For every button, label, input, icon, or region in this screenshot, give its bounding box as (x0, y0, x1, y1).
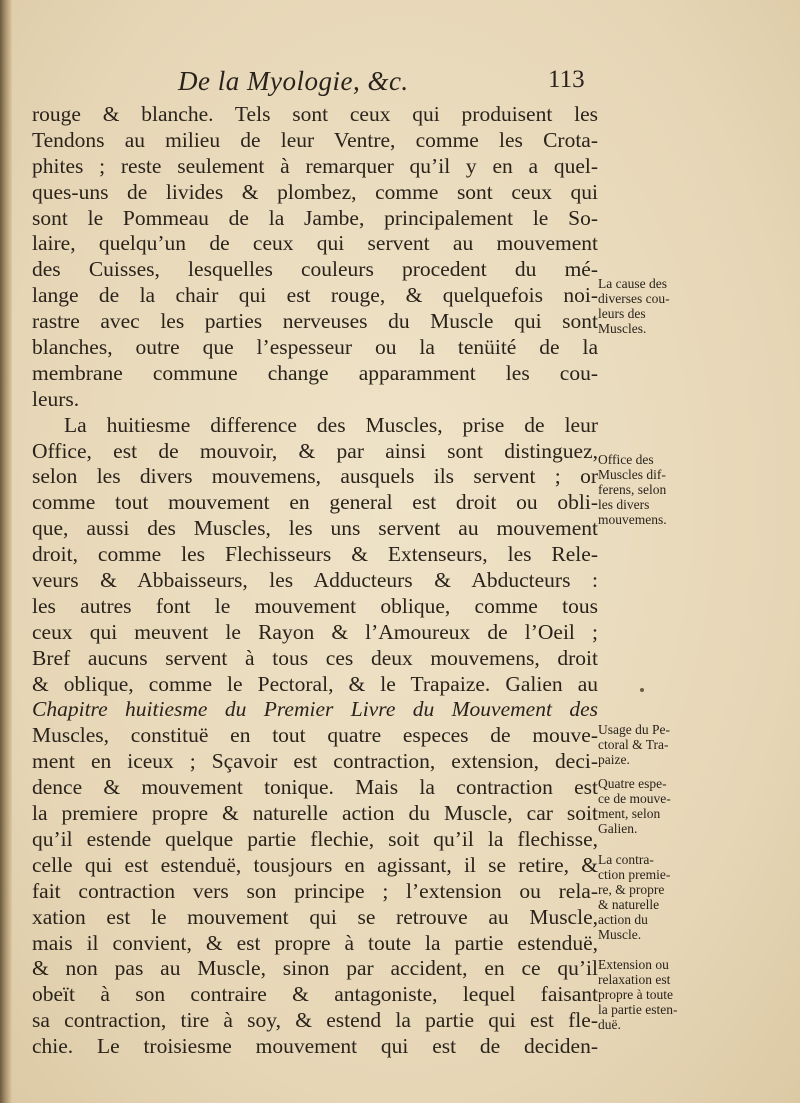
text-line: ceux qui meuvent le Rayon & l’Amoureux de l’Oeil ; (32, 619, 598, 644)
margin-note-line: duë. (598, 1017, 621, 1032)
margin-note-line: diverses cou- (598, 291, 670, 306)
margin-note-line: Muscles. (598, 321, 647, 336)
text-line: comme tout mouvement en general est droit ou obli- (32, 490, 598, 515)
text-line: rastre avec les parties nerveuses du Muscle qui sont (32, 309, 598, 334)
margin-note-line: & naturelle (598, 897, 660, 912)
margin-note-line: ctoral & Tra- (598, 737, 669, 752)
text-line: laire, quelqu’un de ceux qui servent au mouvement (32, 231, 598, 256)
text-line: qu’il estende quelque partie flechie, soit qu’il la flechisse, (32, 826, 598, 851)
text-line: ques-uns de livides & plombez, comme sont ceux qui (32, 179, 598, 204)
margin-note-line: la partie esten- (598, 1002, 678, 1017)
paragraph-start-line: La huitiesme difference des Muscles, prise de leur (64, 412, 598, 437)
italic-citation-line: Chapitre huitiesme du Premier Livre du Mouvement des (32, 697, 598, 722)
text-line: des Cuisses, lesquelles couleurs procedent du mé- (32, 257, 598, 282)
margin-note (598, 957, 708, 1032)
margin-note-line: Muscle. (598, 927, 642, 942)
text-line: veurs & Abbaisseurs, les Adducteurs & Abducteurs : (32, 568, 598, 593)
margin-note (598, 852, 708, 942)
margin-note-line: ferens, selon (598, 482, 667, 497)
text-line: dence & mouvement tonique. Mais la contraction est (32, 775, 598, 800)
margin-note-line: Muscles dif- (598, 467, 666, 482)
margin-note-line: ction premie- (598, 867, 671, 882)
margin-note (598, 722, 708, 767)
text-line: Tendons au milieu de leur Ventre, comme les Crota- (32, 127, 598, 152)
text-line: ment en iceux ; Sçavoir est contraction, extension, deci- (32, 749, 598, 774)
margin-note-line: La cause des (598, 276, 667, 291)
main-text-block (32, 102, 598, 1060)
text-line: Office, est de mouvoir, & par ainsi sont distinguez, (32, 438, 598, 463)
binding-gutter (0, 0, 12, 1103)
text-line: leurs. (32, 386, 80, 411)
text-line: mais il convient, & est propre à toute la partie estenduë, (32, 930, 598, 955)
text-line: sa contraction, tire à soy, & estend la partie qui est fle- (32, 1008, 598, 1033)
text-line: chie. Le troisiesme mouvement qui est de deciden- (32, 1034, 598, 1059)
page-number: 113 (548, 66, 585, 93)
margin-note-line: paize. (598, 752, 630, 767)
text-line: fait contraction vers son principe ; l’extension ou rela- (32, 878, 598, 903)
margin-note-line: Usage du Pe- (598, 722, 670, 737)
text-line: sont le Pommeau de la Jambe, principalement le So- (32, 205, 598, 230)
margin-note-line: action du (598, 912, 648, 927)
text-line: que, aussi des Muscles, les uns servent au mouvement (32, 516, 598, 541)
margin-note-line: les divers (598, 497, 650, 512)
running-title: De la Myologie, &c. (178, 66, 409, 96)
text-line: les autres font le mouvement oblique, comme tous (32, 593, 598, 618)
margin-note-line: mouvemens. (598, 512, 667, 527)
margin-notes-column (598, 0, 798, 1103)
text-line: droit, comme les Flechisseurs & Extenseurs, les Rele- (32, 542, 598, 567)
margin-note-line: La contra- (598, 852, 654, 867)
text-line: membrane commune change apparamment les cou- (32, 360, 598, 385)
text-line: lange de la chair qui est rouge, & quelquefois noi- (32, 283, 598, 308)
text-line: phites ; reste seulement à remarquer qu’il y en a quel- (32, 153, 598, 178)
text-line: blanches, outre que l’espesseur ou la tenüité de la (32, 335, 598, 360)
margin-note (598, 452, 708, 527)
margin-note-line: Quatre espe- (598, 776, 667, 791)
text-line: Muscles, constituë en tout quatre especes de mouve- (32, 723, 598, 748)
margin-note-line: Galien. (598, 821, 638, 836)
margin-note (598, 776, 708, 836)
text-line: obeït à son contraire & antagoniste, lequel faisant (32, 982, 598, 1007)
text-line: selon les divers mouvemens, ausquels ils servent ; or (32, 464, 598, 489)
margin-note-line: ment, selon (598, 806, 661, 821)
margin-note-line: propre à toute (598, 987, 673, 1002)
text-line: xation est le mouvement qui se retrouve au Muscle, (32, 904, 598, 929)
margin-note-line: Extension ou (598, 957, 669, 972)
text-line: la premiere propre & naturelle action du Muscle, car soit (32, 801, 598, 826)
margin-note (598, 276, 708, 336)
text-line: celle qui est estenduë, tousjours en agissant, il se retire, & (32, 852, 598, 877)
margin-note-line: ce de mouve- (598, 791, 671, 806)
margin-note-line: leurs des (598, 306, 646, 321)
text-line: rouge & blanche. Tels sont ceux qui produisent les (32, 102, 598, 126)
text-line: & non pas au Muscle, sinon par accident, en ce qu’il (32, 956, 598, 981)
ink-speck (640, 688, 644, 692)
margin-note-line: relaxation est (598, 972, 671, 987)
text-line: & oblique, comme le Pectoral, & le Trapaize. Galien au (32, 671, 598, 696)
margin-note-line: re, & propre (598, 882, 665, 897)
margin-note-line: Office des (598, 452, 654, 467)
text-line: Bref aucuns servent à tous ces deux mouvemens, droit (32, 645, 598, 670)
